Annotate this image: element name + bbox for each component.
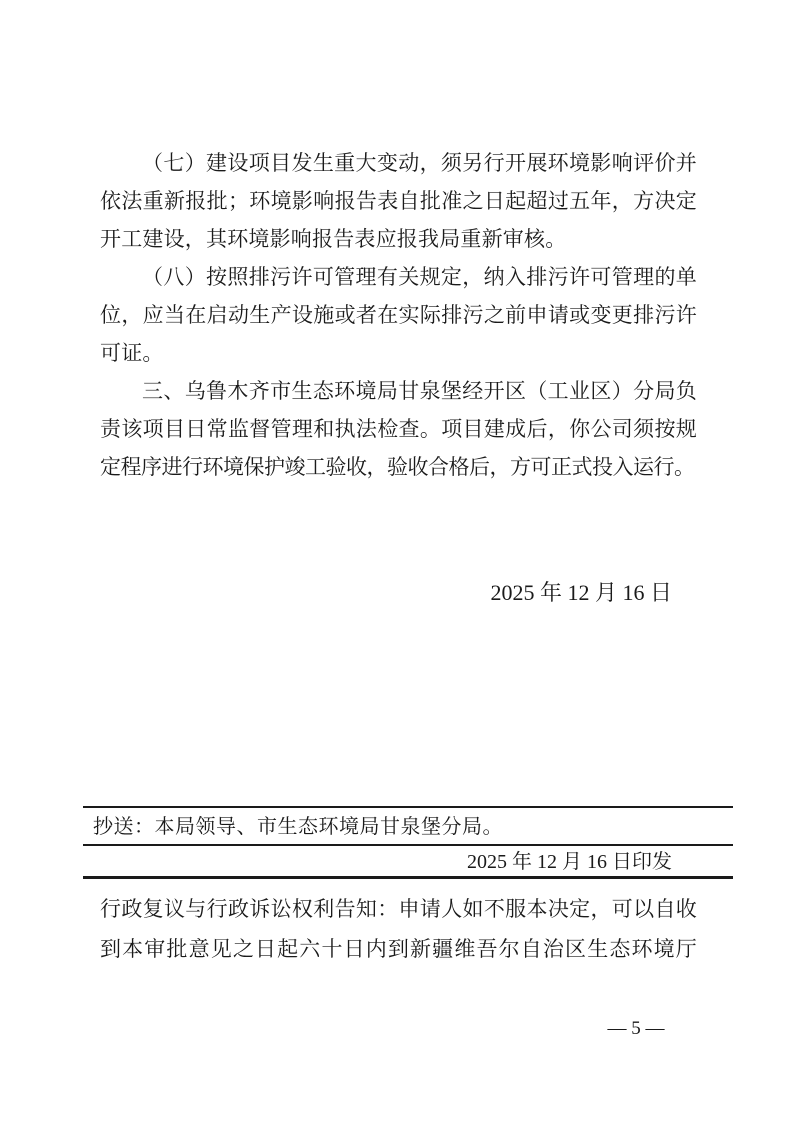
body-line: （八）按照排污许可管理有关规定，纳入排污许可管理的单 bbox=[142, 266, 697, 289]
notice-line: 行政复议与行政诉讼权利告知：申请人如不服本决定，可以自收 bbox=[100, 898, 697, 921]
body-line: 可证。 bbox=[100, 342, 164, 365]
print-date: 2025 年 12 月 16 日印发 bbox=[467, 851, 672, 873]
body-line: 责该项目日常监督管理和执法检查。项目建成后，你公司须按规 bbox=[100, 418, 697, 441]
footer-rule-middle bbox=[83, 844, 733, 846]
notice-line: 到本审批意见之日起六十日内到新疆维吾尔自治区生态环境厅 bbox=[100, 938, 697, 961]
issue-date: 2025 年 12 月 16 日 bbox=[490, 580, 672, 605]
footer-rule-bottom bbox=[83, 876, 733, 879]
body-line: （七）建设项目发生重大变动，须另行开展环境影响评价并 bbox=[142, 152, 697, 175]
footer-rule-top bbox=[83, 806, 733, 808]
body-line: 开工建设，其环境影响报告表应报我局重新审核。 bbox=[100, 228, 567, 251]
body-line: 依法重新报批；环境影响报告表自批准之日起超过五年，方决定 bbox=[100, 190, 697, 213]
page-number: — 5 — bbox=[607, 1018, 665, 1039]
body-line: 定程序进行环境保护竣工验收，验收合格后，方可正式投入运行。 bbox=[100, 456, 695, 479]
body-line: 位，应当在启动生产设施或者在实际排污之前申请或变更排污许 bbox=[100, 304, 697, 327]
body-line: 三、乌鲁木齐市生态环境局甘泉堡经开区（工业区）分局负 bbox=[142, 380, 697, 403]
cc-line: 抄送：本局领导、市生态环境局甘泉堡分局。 bbox=[93, 816, 503, 838]
